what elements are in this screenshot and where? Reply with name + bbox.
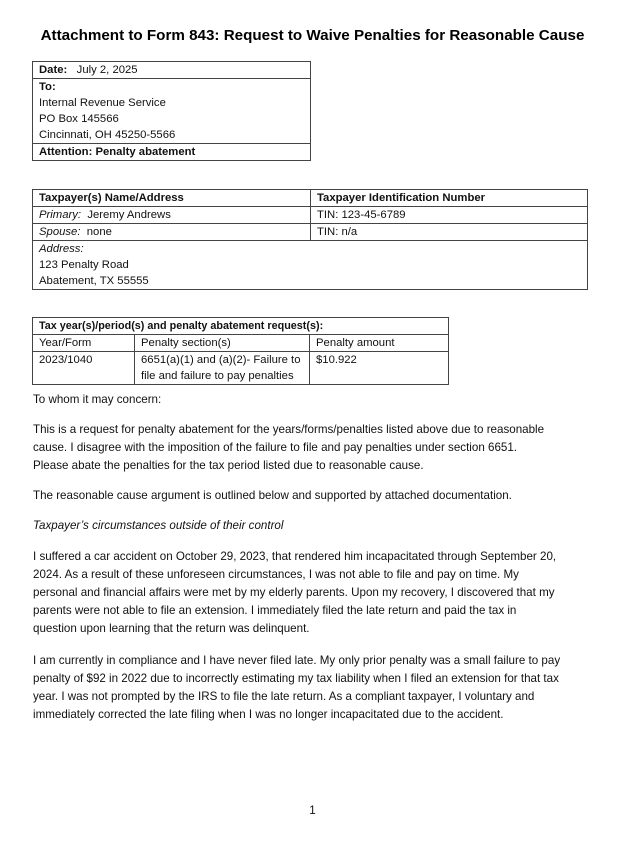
row-penalty-amount: $10.922 bbox=[310, 352, 449, 385]
paragraph-request-line: cause. I disagree with the imposition of the failure to file and pay penalties under section 6651. bbox=[33, 441, 518, 454]
to-label: To: bbox=[39, 81, 56, 93]
circumstances-subheading: Taxpayer’s circumstances outside of their control bbox=[33, 519, 284, 532]
recipient-cell bbox=[33, 79, 311, 144]
taxpayer-name-header: Taxpayer(s) Name/Address bbox=[33, 190, 311, 207]
paragraph-compliance-line: I am currently in compliance and I have never filed late. My only prior penalty was a small failure to pay bbox=[33, 654, 561, 667]
spouse-tin: TIN: n/a bbox=[311, 224, 588, 241]
primary-name: Jeremy Andrews bbox=[87, 209, 171, 221]
spouse-name: none bbox=[86, 226, 112, 238]
primary-label: Primary: bbox=[39, 209, 82, 221]
penalty-table-header: Tax year(s)/period(s) and penalty abatement request(s): bbox=[33, 318, 449, 335]
paragraph-compliance-line: immediately corrected the late filing when I was no longer incapacitated due to the accident. bbox=[33, 708, 504, 721]
date-cell bbox=[33, 62, 311, 79]
date-label: Date: bbox=[39, 64, 68, 76]
city-address: Abatement, TX 55555 bbox=[39, 275, 149, 287]
street-address: 123 Penalty Road bbox=[39, 259, 129, 271]
page-number: 1 bbox=[309, 805, 316, 817]
col-year-form: Year/Form bbox=[33, 335, 135, 352]
penalty-section-line-2: file and failure to pay penalties bbox=[141, 370, 294, 382]
irs-city: Cincinnati, OH 45250-5566 bbox=[39, 129, 176, 141]
paragraph-compliance bbox=[33, 652, 593, 724]
penalty-section-line-1: 6651(a)(1) and (a)(2)- Failure to bbox=[141, 354, 301, 366]
row-year-form: 2023/1040 bbox=[33, 352, 135, 385]
tin-header: Taxpayer Identification Number bbox=[311, 190, 588, 207]
address-label: Address: bbox=[39, 243, 84, 255]
paragraph-compliance-line: penalty of $92 in 2022 due to incorrectly estimating my tax liability when I filed an extension for that tax bbox=[33, 672, 559, 685]
paragraph-request-line: This is a request for penalty abatement for the years/forms/penalties listed above due to reasonable bbox=[33, 423, 545, 436]
addressee-table bbox=[32, 61, 311, 161]
paragraph-circumstances bbox=[33, 548, 593, 638]
address-cell bbox=[33, 241, 588, 290]
primary-cell bbox=[33, 207, 311, 224]
col-penalty-section: Penalty section(s) bbox=[135, 335, 310, 352]
paragraph-request-line: Please abate the penalties for the tax period listed due to reasonable cause. bbox=[33, 459, 424, 472]
paragraph-argument: The reasonable cause argument is outlined below and supported by attached documentation. bbox=[33, 489, 512, 502]
date-value: July 2, 2025 bbox=[76, 64, 138, 76]
paragraph-request bbox=[33, 421, 593, 475]
taxpayer-table bbox=[32, 189, 588, 290]
paragraph-compliance-line: year. I was not prompted by the IRS to file the late return. As a compliant taxpayer, I voluntary and bbox=[33, 690, 535, 703]
spouse-cell bbox=[33, 224, 311, 241]
paragraph-circumstances-line: question upon learning that the return was delinquent. bbox=[33, 622, 310, 635]
paragraph-circumstances-line: parents were not able to file an extension. I immediately filed the late return and paid the tax in bbox=[33, 604, 517, 617]
primary-tin: TIN: 123-45-6789 bbox=[311, 207, 588, 224]
spouse-label: Spouse: bbox=[39, 226, 81, 238]
row-penalty-section bbox=[135, 352, 310, 385]
penalty-table bbox=[32, 317, 449, 385]
paragraph-circumstances-line: personal and financial affairs were met by my elderly parents. Upon my recovery, I discovered that my bbox=[33, 586, 555, 599]
col-penalty-amount: Penalty amount bbox=[310, 335, 449, 352]
irs-name: Internal Revenue Service bbox=[39, 97, 166, 109]
paragraph-circumstances-line: I suffered a car accident on October 29, 2023, that rendered him incapacitated through September 20, bbox=[33, 550, 557, 563]
paragraph-circumstances-line: 2024. As a result of these unforeseen circumstances, I was not able to file and pay on time. My bbox=[33, 568, 519, 581]
po-box: PO Box 145566 bbox=[39, 113, 119, 125]
document-title: Attachment to Form 843: Request to Waive Penalties for Reasonable Cause bbox=[40, 27, 585, 44]
attention-line: Attention: Penalty abatement bbox=[33, 144, 311, 161]
salutation: To whom it may concern: bbox=[33, 393, 162, 406]
